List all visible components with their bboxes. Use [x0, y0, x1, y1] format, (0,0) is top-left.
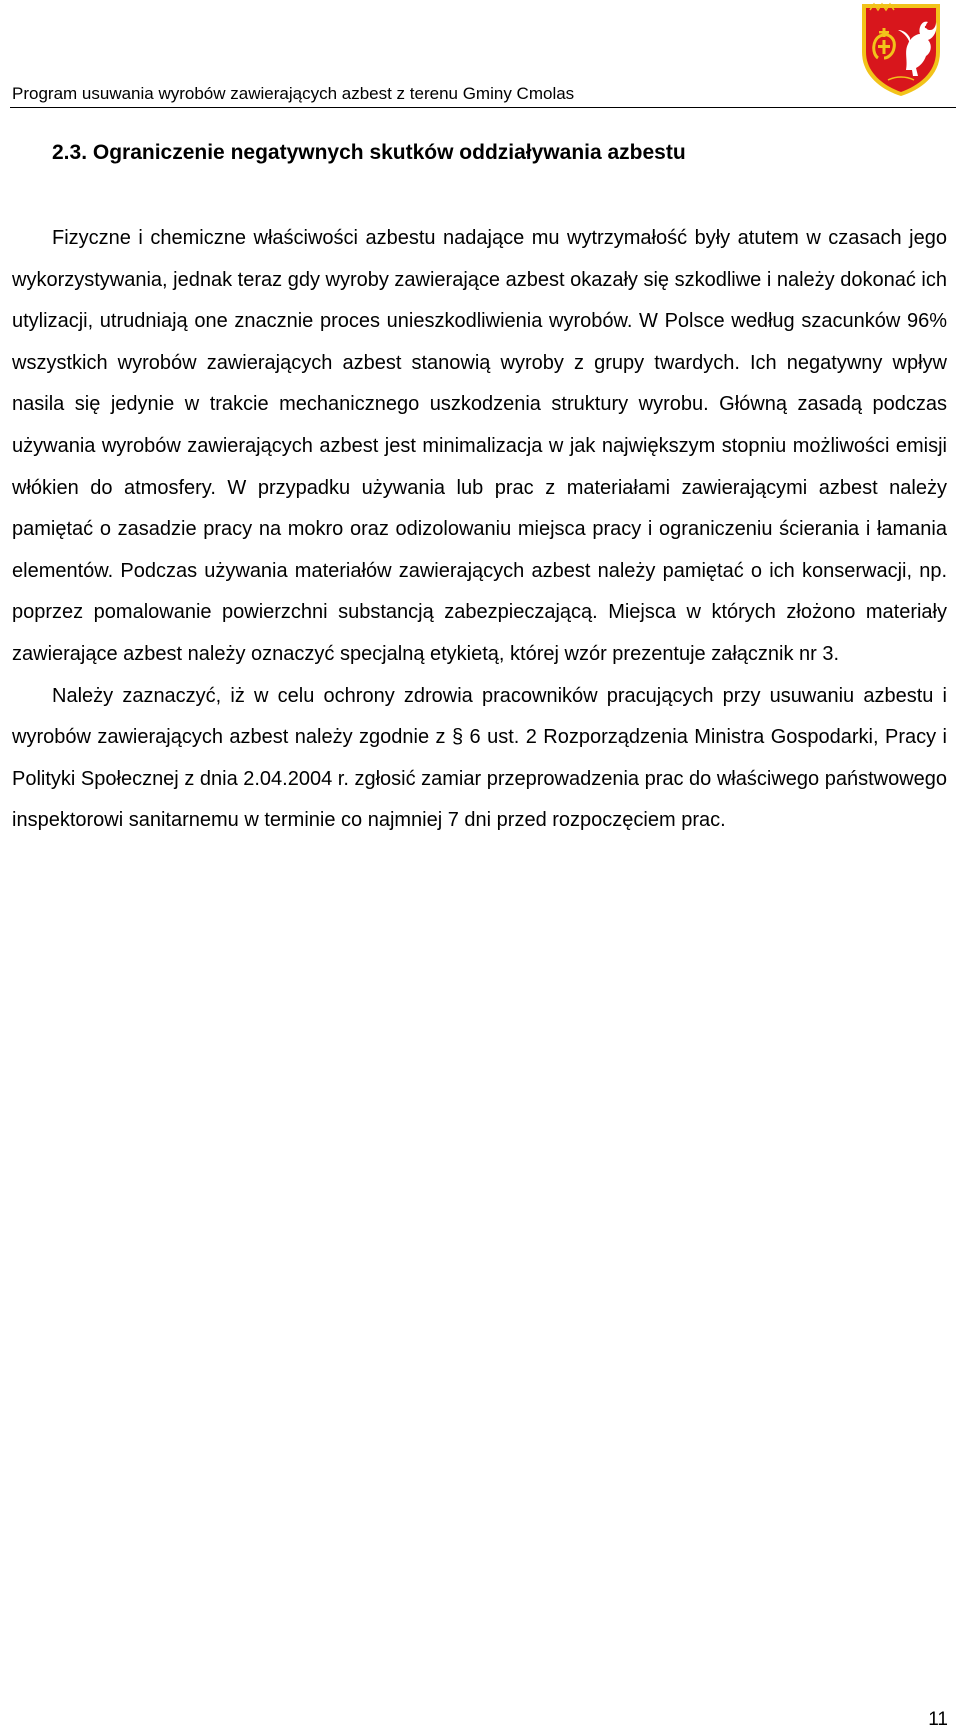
coat-of-arms-icon	[858, 0, 944, 98]
body-text	[12, 218, 947, 842]
page-header	[0, 0, 960, 110]
header-title: Program usuwania wyrobów zawierających azbest z terenu Gminy Cmolas	[12, 84, 575, 103]
paragraph: Fizyczne i chemiczne właściwości azbestu nadające mu wytrzymałość były atutem w czasach jego wykorzystywania, jednak teraz gdy wyroby zawierające azbest okazały się szkodliwe i należy dokonać ich utylizacji, utrudniają one znacznie proces unieszkodliwienia wyrobów. W Polsce według szacunków 96% wszystkich wyrobów zawierających azbest stanowią wyroby z grupy twardych. Ich negatywny wpływ nasila się jedynie w trakcie mechanicznego uszkodzenia struktury wyrobu. Główną zasadą podczas używania wyrobów zawierających azbest jest minimalizacja w jak największym stopniu możliwości emisji włókien do atmosfery. W przypadku używania lub prac z materiałami zawierającymi azbest należy pamiętać o zasadzie pracy na mokro oraz odizolowaniu miejsca pracy i ograniczeniu ścierania i łamania elementów. Podczas używania materiałów zawierających azbest należy pamiętać o ich konserwacji, np. poprzez pomalowanie powierzchni substancją zabezpieczającą. Miejsca w których złożono materiały zawierające azbest należy oznaczyć specjalną etykietą, której wzór prezentuje załącznik nr 3.	[12, 227, 947, 665]
page-number: 11	[928, 1709, 948, 1730]
section-heading: 2.3. Ograniczenie negatywnych skutków oddziaływania azbestu	[52, 141, 686, 164]
paragraph: Należy zaznaczyć, iż w celu ochrony zdrowia pracowników pracujących przy usuwaniu azbestu i wyrobów zawierających azbest należy zgodnie z § 6 ust. 2 Rozporządzenia Ministra Gospodarki, Pracy i Polityki Społecznej z dnia 2.04.2004 r. zgłosić zamiar przeprowadzenia prac do właściwego państwowego inspektorowi sanitarnemu w terminie co najmniej 7 dni przed rozpoczęciem prac.	[12, 684, 947, 832]
header-divider	[10, 107, 956, 108]
